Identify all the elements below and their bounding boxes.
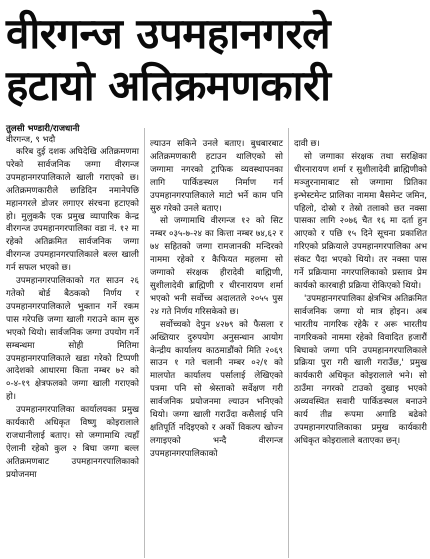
article-column-2 [150, 138, 283, 558]
byline-author: तुलसी भण्डारी/राजधानी [6, 124, 80, 134]
headline-line-1: वीरगन्ज उपमहानगरले [6, 9, 331, 58]
article-paragraph: करिब दुई दशक अघिदेखि अतिक्रमणमा परेको सार्वजनिक जग्गा वीरगन्ज उपमहानगरपालिकाले खाली गराएको छ। अतिक्रमणकारीले छाडिदिन नमानेपछि महानगरले डोजर लगाएर संरचना हटाएको हो। मुलुककै एक प्रमुख व्यापारिक केन्द्र वीरगन्ज उपमहानगरपालिका वडा नं. १२ मा रहेको अतिक्रमित सार्वजनिक जग्गा वीरगन्ज उपमहानगरपालिकाले बल्ल खाली गर्न सफल भएको छ। [6, 147, 139, 274]
article-paragraph: सो जग्गामाथि वीरगन्ज १२ को सिट नम्बर ०३५-७-२४ का कित्ता नम्बर ७४,६२ र ७४ सहितको जग्गा रामजानकी मन्दिरको नाममा रहेको र कैफियत महलमा सो जग्गाको संरक्षक हीरादेवी बाह्मिणी, सुशीलादेवी ब्राह्मिणी र धीरनारायण शर्मा भएको भनी सर्वोच्च अदालतले २०५५ पुस २४ गते निर्णय गरिसकेको छ। [150, 216, 283, 317]
byline [6, 124, 116, 146]
article-paragraph: उपमहानगरपालिकाको गत साउन २६ गतेको बोर्ड बैठकको निर्णय र उपमहानगरपालिकाले भुक्तान गर्ने रकम पास गरेपछि जग्गा खाली गराउने काम सुरु भएको थियो। सार्वजनिक जग्गा उपयोग गर्ने सम्बन्धमा सोही मितिमा उपमहानगरपालिकाले खडा गरेको टिप्पणी आदेशको आधारमा किता नम्बर ७२ को ०-४-१९ क्षेत्रफलको जग्गा खाली गराएको हो। [6, 276, 139, 403]
article-paragraph: सो जग्गाका संरक्षक तथा सरक्षिका धीरनारायण शर्मा र सुशीलादेवी ब्राह्मिणीको मञ्जुरनामाबाट सो जग्गामा प्रितिका इन्भेस्टमेन्ट प्रालिका नाममा बैसमेन्ट जमिन, पहिलो, दोस्रो र तेस्रो तलाको छत नक्सा पासका लागि २०७६ चैत १६ मा दर्ता हुन आएको र पछि १५ दिने सूचना प्रकाशित गरिएको प्रक्रियाले उपमहानगरपालिका अभ संकट पैदा भएको थियो। तर नक्सा पास गर्ने प्रक्रियामा नगरपालिकाको प्रस्ताव प्रेम कार्यको कारबाही प्रक्रिया रोकिएको थियो। [294, 151, 427, 291]
article-column-3 [294, 138, 427, 558]
article-paragraph: उपमहानगरपालिका कार्यालयका प्रमुख कार्यकारी अधिकृत विष्णु कोइरालाले राजधानीलाई बताए। सो जग्गामाथि त्यहाँ ऐलानी रहेको कुल २ बिघा जग्गा बल्ल अतिक्रमणबाट उपमहानगरपालिकाको प्रयोजनमा [6, 405, 139, 480]
article-paragraph: सर्वोच्चको देपुन ४२७९ को फैसला र अख्तियार दुरुपयोग अनुसन्धान आयोग केन्द्रीय कार्यालय काठमाडौंको मिति २०६९ साउन १ गते चलानी नम्बर ०२/१ को मालपोत कार्यालय पर्सालाई लेखिएको पत्रमा पनि सो श्रेस्ताको सर्वेक्षण गरी सार्वजनिक प्रयोजनमा ल्याउन भनिएको थियो। जग्गा खाली गराउँदा कसैलाई पनि क्षतिपूर्ति नदिइएको र अर्को विकल्प खोज्न लगाइएको भन्दै वीरगन्ज उपमहानगरपालिकाको [150, 319, 283, 459]
article-paragraph: 'उपमहानगरपालिका क्षेत्रभित्र अतिक्रमित सार्वजनिक जग्गा यो मात्र होइन। अब भारतीय नागरिक रहेकै र अरू भारतीय नागरिकको नाममा रहेको विवादित हजारौं बिघाको जग्गा पनि उपमहानगरपालिकाले प्रक्रिया पुरा गरी खाली गराउँछ,' प्रमुख कार्यकारी अधिकृत कोइरालाले भने। सो ठाउँमा नगरको टाउको दुखाइ भएको अव्यवस्थित सवारी पार्किङस्थल बनाउने कार्य तीव्र रूपमा अगाडि बढेको उपमहानगरपालिकाका प्रमुख कार्यकारी अधिकृत कोइरालाले बताएका छन्। [294, 293, 427, 446]
article-paragraph: दावी छ। [294, 139, 320, 149]
article-column-1 [6, 146, 139, 558]
headline-line-2: हटायो अतिक्रमणकारी [6, 61, 331, 110]
headline [6, 8, 426, 112]
article-paragraph: ल्याउन सकिने उनले बताए। बुधबारबाट अतिक्रमणकारी हटाउन थालिएको सो जग्गामा नगरको ट्राफिक व्यवस्थापनका लागि पार्किङस्थल निर्माण गर्न उपमहानगरपालिकाले माटो भर्ने काम पनि सुरु गरेको उनले बताए। [150, 139, 283, 214]
byline-dateline: वीरगन्ज, ९ भदौ [6, 135, 56, 145]
